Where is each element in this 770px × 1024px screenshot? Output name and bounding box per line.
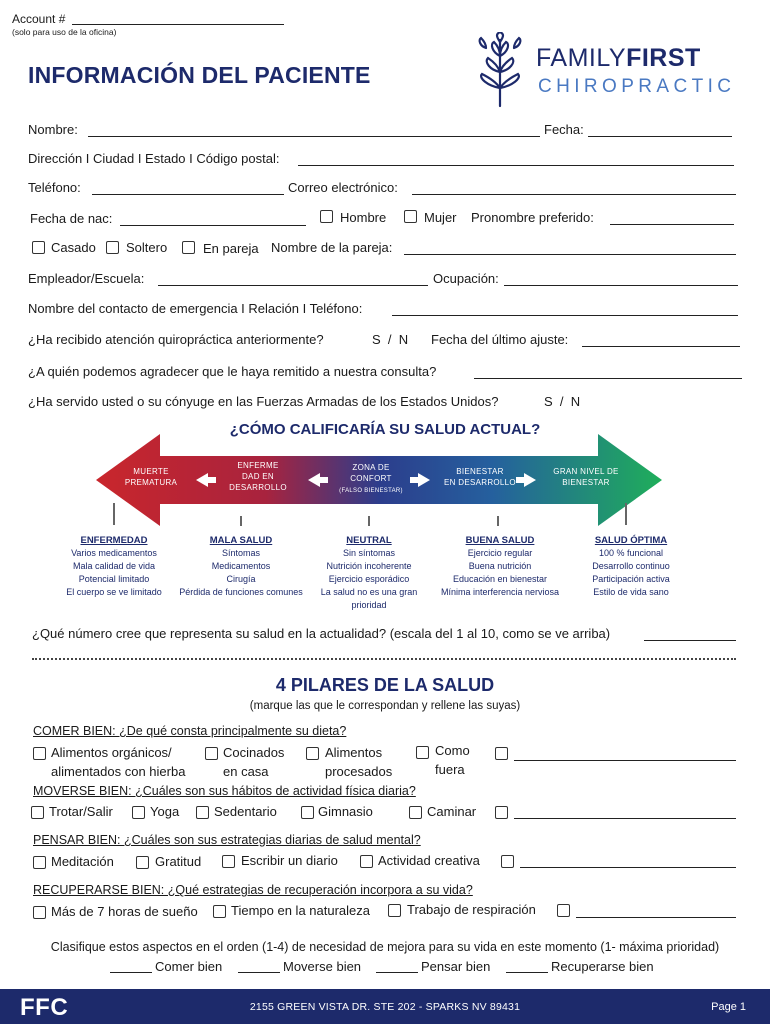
yoga-checkbox[interactable] — [132, 806, 145, 819]
meditacion-checkbox[interactable] — [33, 856, 46, 869]
telefono-label: Teléfono: — [28, 180, 81, 195]
correo-label: Correo electrónico: — [288, 180, 398, 195]
arrow-label-muerte: MUERTE PREMATURA — [124, 467, 178, 487]
account-note: (solo para uso de la oficina) — [12, 27, 117, 37]
contacto-field[interactable] — [392, 315, 738, 316]
creativa-label: Actividad creativa — [378, 853, 480, 868]
casado-checkbox[interactable] — [32, 241, 45, 254]
caminar-label: Caminar — [427, 804, 477, 819]
remitido-field[interactable] — [474, 378, 742, 379]
pensar-other-field[interactable] — [520, 867, 736, 868]
como-fuera-checkbox[interactable] — [416, 746, 429, 759]
category-salud-optima: SALUD ÓPTIMA 100 % funcional Desarrollo continuo Participación activa Estilo de vida sano — [592, 535, 670, 597]
page-number: Page 1 — [711, 1001, 746, 1013]
en-pareja-label: En pareja — [203, 241, 259, 256]
quiro-question: ¿Ha recibido atención quiropráctica anteriormente? — [28, 332, 324, 347]
fecha-nac-label: Fecha de nac: — [30, 211, 113, 226]
quiro-sn[interactable]: S / N — [372, 332, 409, 347]
creativa-checkbox[interactable] — [360, 855, 373, 868]
ultimo-ajuste-field[interactable] — [582, 346, 740, 347]
sedentario-label: Sedentario — [214, 804, 277, 819]
gimnasio-label: Gimnasio — [318, 804, 373, 819]
footer-bar — [0, 989, 770, 1024]
recup-question: RECUPERARSE BIEN: ¿Qué estrategias de recuperación incorpora a su vida? — [33, 883, 473, 897]
remitido-question: ¿A quién podemos agradecer que le haya remitido a nuestra consulta? — [28, 364, 437, 379]
nombre-pareja-label: Nombre de la pareja: — [271, 240, 393, 255]
rank-pensar-label: Pensar bien — [421, 959, 491, 974]
tree-icon — [470, 32, 530, 108]
category-neutral: NEUTRAL Sin síntomas Nutrición incoherente Ejercicio esporádico La salud no es una gran prioridad — [320, 535, 418, 610]
respiracion-checkbox[interactable] — [388, 904, 401, 917]
rank-comer-label: Comer bien — [155, 959, 223, 974]
fuerzas-question: ¿Ha servido usted o su cónyuge en las Fuerzas Armadas de los Estados Unidos? — [28, 394, 499, 409]
organicos-label: Alimentos orgánicos/ alimentados con hierba — [51, 745, 186, 779]
account-label: Account # — [12, 12, 66, 26]
ocupacion-label: Ocupación: — [433, 271, 499, 286]
fecha-label: Fecha: — [544, 122, 584, 137]
pillars-title: 4 PILARES DE LA SALUD — [275, 675, 495, 695]
tick — [497, 516, 499, 526]
procesados-checkbox[interactable] — [306, 747, 319, 760]
diario-checkbox[interactable] — [222, 855, 235, 868]
footer-logo: FFC — [20, 994, 69, 1021]
hombre-checkbox[interactable] — [320, 210, 333, 223]
rank-recup-label: Recuperarse bien — [551, 959, 654, 974]
rank-mover-field[interactable] — [238, 972, 280, 973]
pronombre-label: Pronombre preferido: — [471, 210, 594, 225]
page-title: INFORMACIÓN DEL PACIENTE — [28, 62, 371, 88]
naturaleza-label: Tiempo en la naturaleza — [231, 903, 370, 918]
arrow-label-zona: ZONA DE CONFORT (FALSO BIENESTAR) — [339, 463, 403, 494]
scale-field[interactable] — [644, 640, 736, 641]
caminar-checkbox[interactable] — [409, 806, 422, 819]
pronombre-field[interactable] — [610, 224, 734, 225]
mover-other-checkbox[interactable] — [495, 806, 508, 819]
tick — [240, 516, 242, 526]
sueno-checkbox[interactable] — [33, 906, 46, 919]
pensar-question: PENSAR BIEN: ¿Cuáles son sus estrategias diarias de salud mental? — [33, 833, 421, 847]
health-title: ¿CÓMO CALIFICARÍA SU SALUD ACTUAL? — [229, 421, 541, 438]
soltero-label: Soltero — [126, 240, 168, 255]
rank-pensar-field[interactable] — [376, 972, 418, 973]
correo-field[interactable] — [412, 194, 736, 195]
hombre-label: Hombre — [340, 210, 387, 225]
dotted-divider — [32, 658, 736, 660]
diario-label: Escribir un diario — [241, 853, 338, 868]
tick — [625, 503, 627, 525]
yoga-label: Yoga — [150, 804, 180, 819]
ultimo-ajuste-label: Fecha del último ajuste: — [431, 332, 569, 347]
fecha-field[interactable] — [588, 136, 732, 137]
nombre-label: Nombre: — [28, 122, 78, 137]
tick — [368, 516, 370, 526]
category-buena-salud: BUENA SALUD Ejercicio regular Buena nutrición Educación en bienestar Mínima interferencia nerviosa — [440, 535, 560, 597]
pillars-subtitle: (marque las que le correspondan y rellene las suyas) — [249, 700, 521, 712]
category-enfermedad: ENFERMEDAD Varios medicamentos Mala calidad de vida Potencial limitado El cuerpo se ve limitado — [66, 535, 162, 597]
rank-comer-field[interactable] — [110, 972, 152, 973]
mover-other-field[interactable] — [514, 818, 736, 819]
account-field[interactable] — [72, 24, 284, 25]
scale-question: ¿Qué número cree que representa su salud en la actualidad? (escala del 1 al 10, como se ve arriba) — [32, 626, 611, 641]
gimnasio-checkbox[interactable] — [301, 806, 314, 819]
sueno-label: Más de 7 horas de sueño — [51, 904, 198, 919]
rank-text: Clasifique estos aspectos en el orden (1-4) de necesidad de mejora para su vida en este momento (1- máxima prioridad) — [50, 940, 720, 954]
cocinados-checkbox[interactable] — [205, 747, 218, 760]
cocinados-label: Cocinados en casa — [223, 745, 285, 779]
en-pareja-checkbox[interactable] — [182, 241, 195, 254]
direccion-label: Dirección I Ciudad I Estado I Código postal: — [28, 151, 280, 166]
rank-recup-field[interactable] — [506, 972, 548, 973]
tick — [113, 503, 115, 525]
procesados-label: Alimentos procesados — [325, 745, 393, 779]
logo-text-top: FAMILYFIRST — [536, 44, 701, 72]
trotar-checkbox[interactable] — [31, 806, 44, 819]
comer-other-checkbox[interactable] — [495, 747, 508, 760]
comer-other-field[interactable] — [514, 760, 736, 761]
contacto-label: Nombre del contacto de emergencia I Relación I Teléfono: — [28, 301, 363, 316]
recup-other-checkbox[interactable] — [557, 904, 570, 917]
logo-text-bottom: CHIROPRACTIC — [538, 76, 736, 97]
gratitud-checkbox[interactable] — [136, 856, 149, 869]
nombre-field[interactable] — [88, 136, 540, 137]
pensar-other-checkbox[interactable] — [501, 855, 514, 868]
mujer-checkbox[interactable] — [404, 210, 417, 223]
mujer-label: Mujer — [424, 210, 457, 225]
footer-address: 2155 GREEN VISTA DR. STE 202 - SPARKS NV 89431 — [249, 1001, 521, 1013]
respiracion-label: Trabajo de respiración — [407, 902, 536, 917]
ocupacion-field[interactable] — [504, 285, 738, 286]
gratitud-label: Gratitud — [155, 854, 202, 869]
recup-other-field[interactable] — [576, 917, 736, 918]
category-mala-salud: MALA SALUD Síntomas Medicamentos Cirugía Pérdida de funciones comunes — [179, 535, 303, 597]
trotar-label: Trotar/Salir — [49, 804, 113, 819]
mover-question: MOVERSE BIEN: ¿Cuáles son sus hábitos de actividad física diaria? — [33, 784, 416, 798]
arrow-label-gran: GRAN NIVEL DE BIENESTAR — [553, 467, 619, 487]
sedentario-checkbox[interactable] — [196, 806, 209, 819]
nombre-pareja-field[interactable] — [404, 254, 736, 255]
empleador-field[interactable] — [158, 285, 428, 286]
telefono-field[interactable] — [92, 194, 284, 195]
rank-mover-label: Moverse bien — [283, 959, 362, 974]
comer-question: COMER BIEN: ¿De qué consta principalmente su dieta? — [33, 724, 347, 738]
fuerzas-sn[interactable]: S / N — [544, 394, 581, 409]
direccion-field[interactable] — [298, 165, 734, 166]
fecha-nac-field[interactable] — [120, 225, 306, 226]
casado-label: Casado — [51, 240, 96, 255]
arrow-label-enferme: ENFERME DAD EN DESARROLLO — [229, 461, 287, 492]
empleador-label: Empleador/Escuela: — [28, 271, 145, 286]
arrow-label-bienestar: BIENESTAR EN DESARROLLO — [444, 467, 516, 487]
como-fuera-label: Como fuera — [435, 743, 470, 777]
organicos-checkbox[interactable] — [33, 747, 46, 760]
naturaleza-checkbox[interactable] — [213, 905, 226, 918]
soltero-checkbox[interactable] — [106, 241, 119, 254]
meditacion-label: Meditación — [51, 854, 114, 869]
